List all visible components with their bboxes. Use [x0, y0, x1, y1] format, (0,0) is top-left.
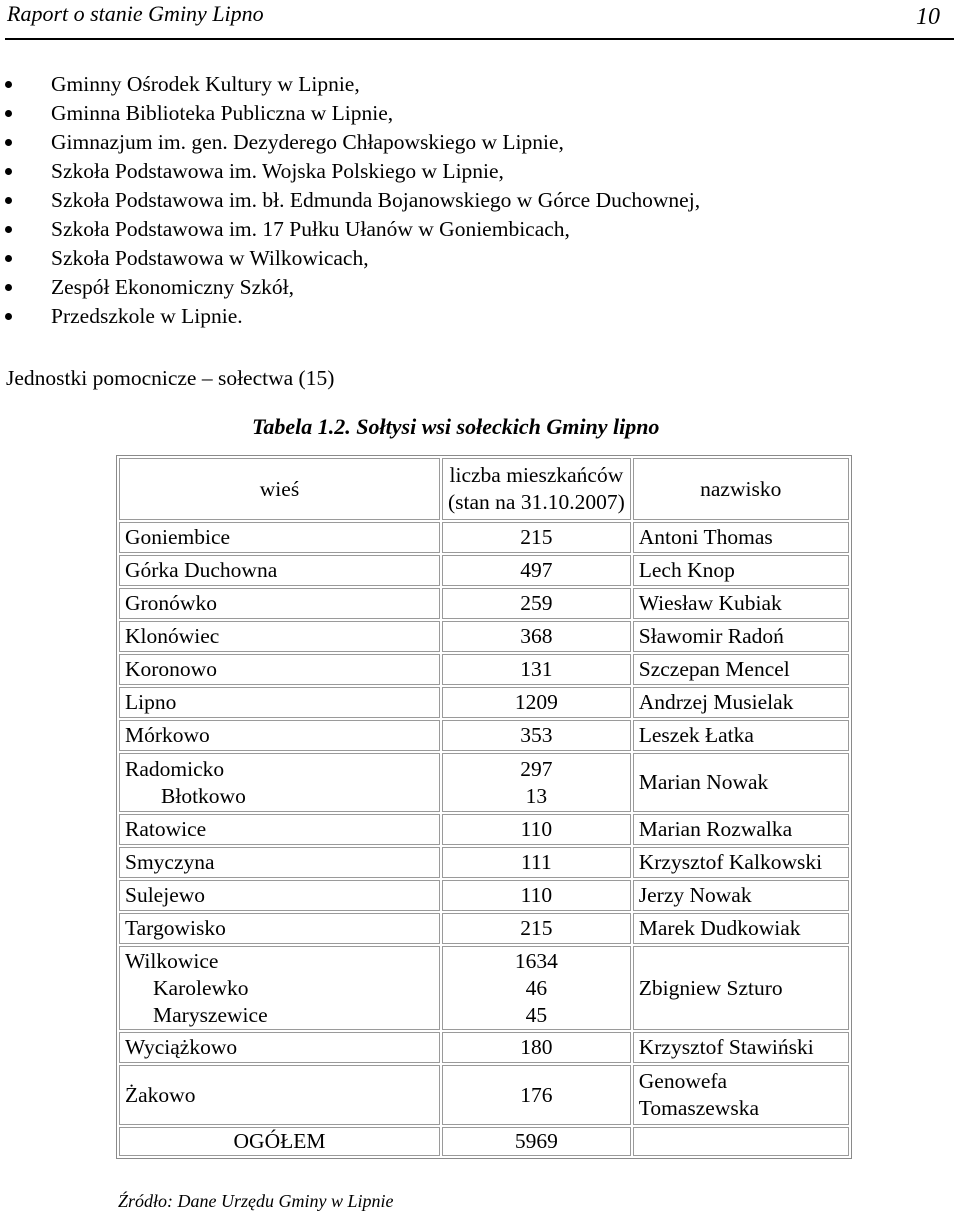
total-empty-cell — [633, 1127, 849, 1156]
table-row — [119, 720, 849, 751]
document-title: Raport o stanie Gminy Lipno — [7, 1, 264, 26]
soltysi-table — [116, 455, 852, 1159]
population-cell: 111 — [442, 847, 631, 878]
table-header-row — [119, 458, 849, 520]
header-population: liczba mieszkańców (stan na 31.10.2007) — [442, 458, 631, 520]
village-cell: Żakowo — [119, 1065, 440, 1125]
village-cell: Klonówiec — [119, 621, 440, 652]
table-row — [119, 1032, 849, 1063]
population-cell: 353 — [442, 720, 631, 751]
population-cell: 259 — [442, 588, 631, 619]
list-item: Przedszkole w Lipnie. — [0, 302, 700, 331]
list-item: Zespół Ekonomiczny Szkół, — [0, 273, 700, 302]
table-row — [119, 621, 849, 652]
name-cell: Andrzej Musielak — [633, 687, 849, 718]
name-cell: Zbigniew Szturo — [633, 946, 849, 1030]
table-caption: Tabela 1.2. Sołtysi wsi sołeckich Gminy lipno — [252, 414, 660, 439]
name-cell: Wiesław Kubiak — [633, 588, 849, 619]
table-row — [119, 880, 849, 911]
name-cell: Marek Dudkowiak — [633, 913, 849, 944]
table-row — [119, 687, 849, 718]
village-cell: Wyciążkowo — [119, 1032, 440, 1063]
table-row — [119, 555, 849, 586]
population-cell: 215 — [442, 913, 631, 944]
population-cell: 297 13 — [442, 753, 631, 812]
header-name: nazwisko — [633, 458, 849, 520]
village-cell: Sulejewo — [119, 880, 440, 911]
bullet-icon — [5, 139, 12, 146]
population-cell: 131 — [442, 654, 631, 685]
list-item: Szkoła Podstawowa im. Wojska Polskiego w Lipnie, — [0, 157, 700, 186]
name-cell: Marian Nowak — [633, 753, 849, 812]
population-cell: 368 — [442, 621, 631, 652]
bullet-icon — [5, 255, 12, 262]
village-cell: Górka Duchowna — [119, 555, 440, 586]
bullet-icon — [5, 197, 12, 204]
village-cell: Radomicko Błotkowo — [119, 753, 440, 812]
bullet-icon — [5, 313, 12, 320]
village-cell: Gronówko — [119, 588, 440, 619]
table-row — [119, 654, 849, 685]
page-header — [5, 0, 954, 40]
village-cell: Lipno — [119, 687, 440, 718]
village-cell: Mórkowo — [119, 720, 440, 751]
bullet-icon — [5, 168, 12, 175]
name-cell: Marian Rozwalka — [633, 814, 849, 845]
bullet-icon — [5, 81, 12, 88]
table-row — [119, 522, 849, 553]
table-row — [119, 814, 849, 845]
section-subtitle: Jednostki pomocnicze – sołectwa (15) — [6, 366, 335, 390]
total-population: 5969 — [442, 1127, 631, 1156]
village-cell: Smyczyna — [119, 847, 440, 878]
village-cell: Targowisko — [119, 913, 440, 944]
population-cell: 180 — [442, 1032, 631, 1063]
name-cell: Krzysztof Stawiński — [633, 1032, 849, 1063]
village-cell: Koronowo — [119, 654, 440, 685]
name-cell: Krzysztof Kalkowski — [633, 847, 849, 878]
page-number: 10 — [916, 4, 940, 30]
table-row — [119, 913, 849, 944]
name-cell: Szczepan Mencel — [633, 654, 849, 685]
population-cell: 215 — [442, 522, 631, 553]
name-cell: Jerzy Nowak — [633, 880, 849, 911]
table-total-row — [119, 1127, 849, 1156]
name-cell: Lech Knop — [633, 555, 849, 586]
header-village: wieś — [119, 458, 440, 520]
table-row — [119, 753, 849, 812]
bullet-icon — [5, 284, 12, 291]
list-item: Szkoła Podstawowa im. 17 Pułku Ułanów w Goniembicach, — [0, 215, 700, 244]
table-row — [119, 588, 849, 619]
name-cell: Genowefa Tomaszewska — [633, 1065, 849, 1125]
population-cell: 1209 — [442, 687, 631, 718]
list-item: Szkoła Podstawowa im. bł. Edmunda Bojanowskiego w Górce Duchownej, — [0, 186, 700, 215]
table-row — [119, 946, 849, 1030]
village-cell: Ratowice — [119, 814, 440, 845]
list-item: Gminny Ośrodek Kultury w Lipnie, — [0, 70, 700, 99]
village-cell: Goniembice — [119, 522, 440, 553]
bullet-icon — [5, 110, 12, 117]
village-cell: Wilkowice Karolewko Maryszewice — [119, 946, 440, 1030]
population-cell: 176 — [442, 1065, 631, 1125]
institutions-list — [0, 70, 700, 331]
name-cell: Leszek Łatka — [633, 720, 849, 751]
list-item: Szkoła Podstawowa w Wilkowicach, — [0, 244, 700, 273]
population-cell: 497 — [442, 555, 631, 586]
total-label: OGÓŁEM — [119, 1127, 440, 1156]
population-cell: 110 — [442, 880, 631, 911]
name-cell: Sławomir Radoń — [633, 621, 849, 652]
list-item: Gminna Biblioteka Publiczna w Lipnie, — [0, 99, 700, 128]
bullet-icon — [5, 226, 12, 233]
population-cell: 1634 46 45 — [442, 946, 631, 1030]
list-item: Gimnazjum im. gen. Dezyderego Chłapowskiego w Lipnie, — [0, 128, 700, 157]
name-cell: Antoni Thomas — [633, 522, 849, 553]
table-source: Źródło: Dane Urzędu Gminy w Lipnie — [118, 1191, 394, 1211]
population-cell: 110 — [442, 814, 631, 845]
table-row — [119, 1065, 849, 1125]
table-row — [119, 847, 849, 878]
